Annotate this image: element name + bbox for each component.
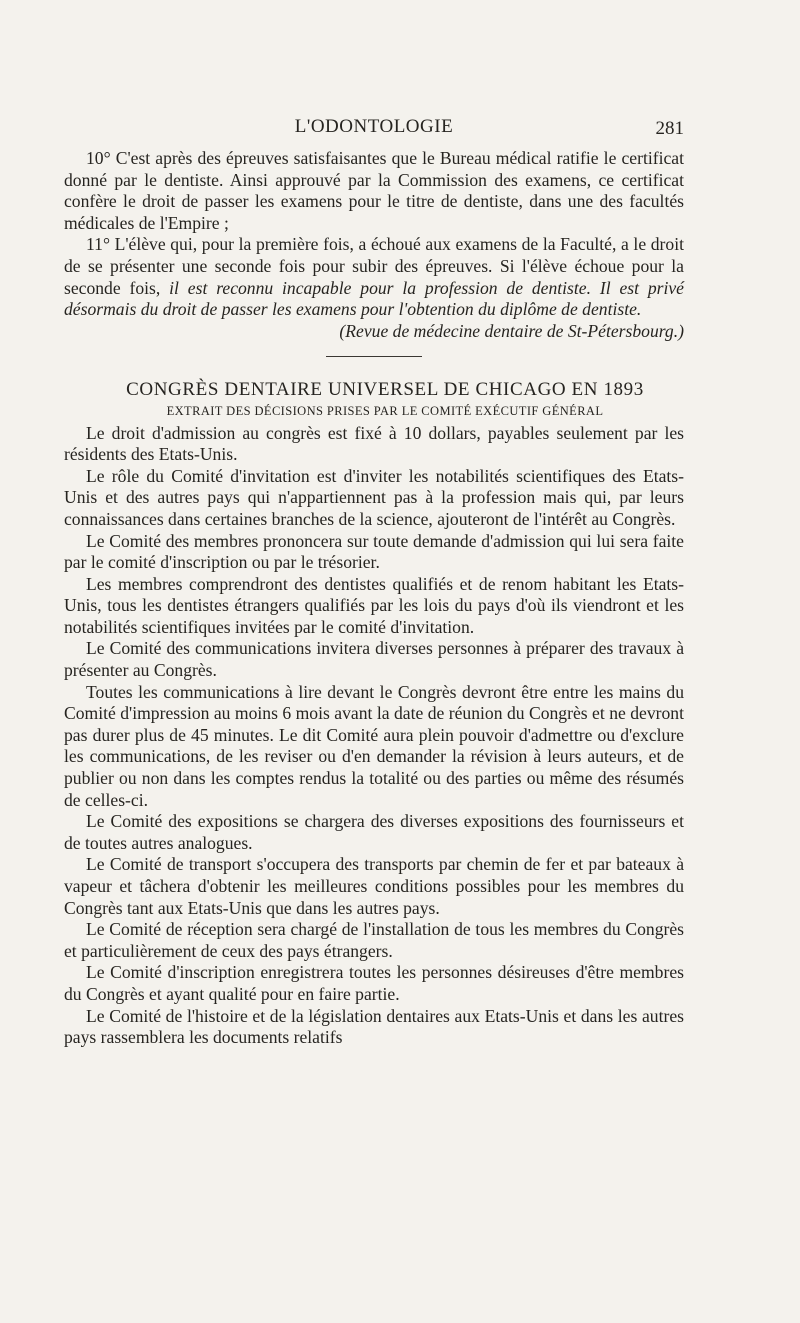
section-paragraph: Le Comité de transport s'occupera des transports par chemin de fer et par bateaux à vapeur et tâchera d'obtenir les meilleures conditions possibles pour les membres du Congrès tant aux Etats-Unis que dans les autres pays. (64, 854, 684, 918)
section-paragraph: Le Comité des expositions se chargera des diverses expositions des fournisseurs et de toutes autres analogues. (64, 811, 684, 853)
paragraph-item-10: 10° C'est après des épreuves satisfaisantes que le Bureau médical ratifie le certificat donné par le dentiste. Ainsi approuvé par la Commission des examens, ce certificat confère le droit de passer les examens pour le titre de dentiste, dans une des facultés médicales de l'Empire ; (64, 148, 684, 233)
paragraph-item-11-italic: il est reconnu incapable pour la profession de dentiste. Il est privé désormais du droit de passer les examens pour l'obtention du diplôme de dentiste. (64, 277, 684, 320)
paragraph-item-11-plain: 11° L'élève qui, pour la première fois, a échoué aux examens de la Faculté, a le droit de se présenter une seconde fois pour subir des épreuves. Si l'élève échoue pour la seconde fois, (64, 234, 684, 298)
page-header (64, 116, 684, 142)
section-subtitle: EXTRAIT DES DÉCISIONS PRISES PAR LE COMITÉ EXÉCUTIF GÉNÉRAL (166, 403, 604, 418)
section-paragraph: Le Comité d'inscription enregistrera toutes les personnes désireuses d'être membres du Congrès et ayant qualité pour en faire partie. (64, 962, 684, 1004)
section-paragraph: Toutes les communications à lire devant le Congrès devront être entre les mains du Comité d'impression au moins 6 mois avant la date de réunion du Congrès et ne devront pas durer plus de 45 minutes. Le dit Comité aura plein pouvoir d'admettre ou d'exclure les communications, de les reviser ou d'en demander la révision à leurs auteurs, et de publier ou non dans les comptes rendus la totalité ou des parties ou même des résumés de celles-ci. (64, 681, 684, 810)
section-divider (326, 356, 422, 357)
paragraph-item-11 (64, 234, 684, 320)
section-paragraph: Le droit d'admission au congrès est fixé à 10 dollars, payables seulement par les résidents des Etats-Unis. (64, 422, 684, 465)
section-paragraph: Les membres comprendront des dentistes qualifiés et de renom habitant les Etats-Unis, tous les dentistes étrangers qualifiés par les lois du pays d'où ils viendront et les notabilités scientifiques invitées par le comité d'invitation. (64, 573, 684, 637)
source-citation: (Revue de médecine dentaire de St-Pétersbourg.) (339, 320, 684, 341)
section-paragraph: Le rôle du Comité d'invitation est d'inviter les notabilités scientifiques des Etats-Unis et des autres pays qui n'appartiennent pas à la profession mais qui, par leurs connaissances dans certaines branches de la science, ajouteront de l'intérêt au Congrès. (64, 465, 684, 529)
section-paragraph: Le Comité de l'histoire et de la législation dentaires aux Etats-Unis et dans les autres pays rassemblera les documents relatifs (64, 1005, 684, 1048)
body-text (64, 148, 684, 1049)
page-number: 281 (655, 118, 684, 139)
section-paragraph: Le Comité des communications invitera diverses personnes à préparer des travaux à présenter au Congrès. (64, 638, 684, 681)
running-title: L'ODONTOLOGIE (294, 116, 454, 137)
section-paragraph: Le Comité de réception sera chargé de l'installation de tous les membres du Congrès et particulièrement de ceux des pays étrangers. (64, 919, 684, 961)
section-title: CONGRÈS DENTAIRE UNIVERSEL DE CHICAGO EN 1893 (126, 379, 644, 401)
section-paragraph: Le Comité des membres prononcera sur toute demande d'admission qui lui sera faite par le comité d'inscription ou par le trésorier. (64, 530, 684, 573)
